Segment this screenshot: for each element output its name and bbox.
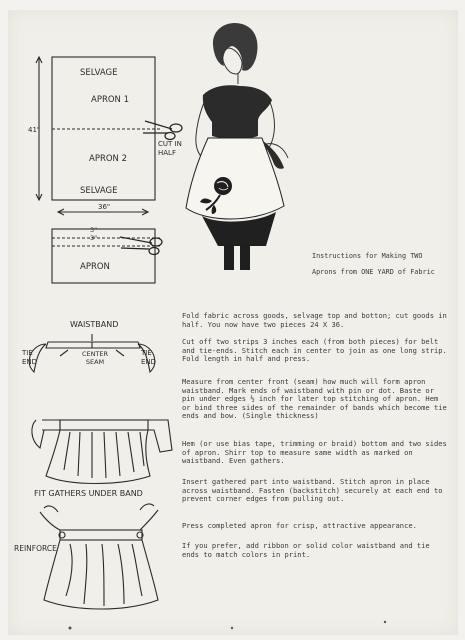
height-label: 41" <box>28 126 41 134</box>
center-seam-label: CENTER SEAM <box>81 350 109 366</box>
instruction-step-7: If you prefer, add ribbon or solid color waistband and tie ends to match colors in print. <box>182 541 430 559</box>
apron-2-label: APRON 2 <box>89 154 128 164</box>
scissors-icon <box>143 121 182 140</box>
waistband-label: WAISTBAND <box>70 320 119 329</box>
apron-figure-illustration <box>186 23 288 270</box>
paper-marks <box>69 621 387 630</box>
apron-1-label: APRON 1 <box>91 95 130 105</box>
tie-end-right-label: TIE END <box>141 349 157 366</box>
selvage-top-label: SELVAGE <box>80 68 118 78</box>
instruction-step-5: Insert gathered part into waistband. Stitch apron in place across waistband. Fasten (backstitch) securely at each end to prevent corner edges from pulling out. <box>182 477 443 504</box>
instruction-step-2: Cut off two strips 3 inches each (from both pieces) for belt and tie-ends. Stitch each in center to join as one long strip. Fold length in half and press. <box>182 337 447 364</box>
apron-strip-label: APRON <box>80 262 110 272</box>
gathered-apron-diagram <box>32 420 172 484</box>
heading-line-1: Instructions for Making TWO <box>312 252 423 260</box>
instruction-step-4: Hem (or use bias tape, trimming or braid) bottom and two sides of apron. Shirr top to measure same width as marked on waistband. Even gathers. <box>182 439 447 466</box>
strip-1-label: 3" <box>90 226 98 234</box>
fit-gathers-caption: FIT GATHERS UNDER BAND <box>34 489 143 498</box>
width-label: 36" <box>98 203 111 211</box>
scissors-icon <box>120 237 162 255</box>
selvage-bottom-label: SELVAGE <box>80 186 118 196</box>
instruction-step-6: Press completed apron for crisp, attractive appearance. <box>182 521 417 530</box>
reinforce-caption: REINFORCE <box>14 544 57 553</box>
instruction-step-3: Measure from center front (seam) how much will form apron waistband. Mark ends of waistband with pin or dot. Baste or pin under edges ½ inch for later top stitching of apron. Hem or bind three sides of the remainder of bands which become tie ends and bow. (Single thickness) <box>182 377 447 421</box>
cut-in-half-note: CUT IN HALF <box>158 140 182 157</box>
tie-end-left-label: TIE END <box>22 349 38 366</box>
strip-layout-outline <box>52 229 155 283</box>
heading-line-2: Aprons from ONE YARD of Fabric <box>312 268 435 276</box>
strip-2-label: 3" <box>90 234 98 242</box>
finished-apron-diagram <box>40 504 158 609</box>
instruction-step-1: Fold fabric across goods, selvage top and botton; cut goods in half. You now have two pieces 24 X 36. <box>182 311 447 329</box>
